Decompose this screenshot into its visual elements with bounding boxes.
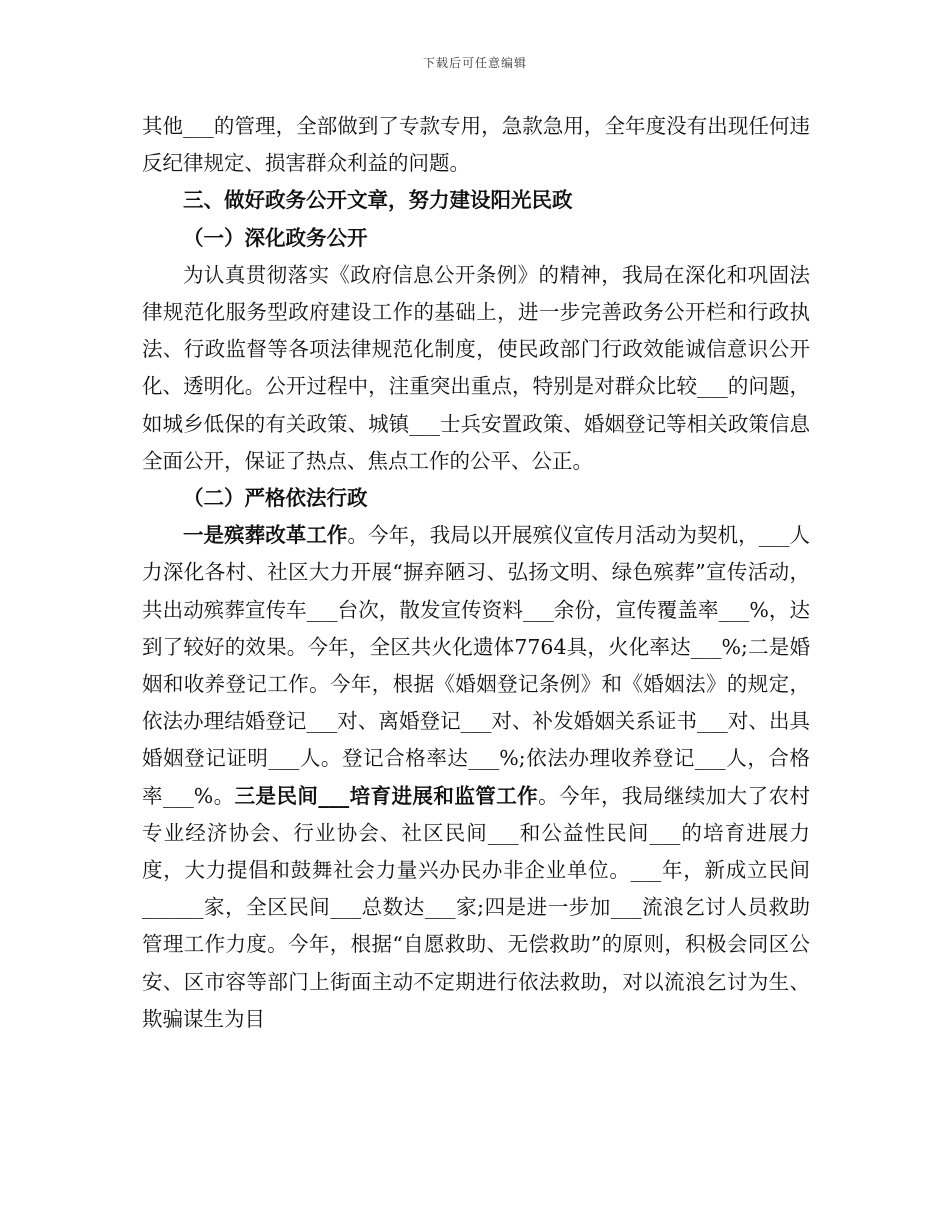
paragraph-continuation: 其他___的管理，全部做到了专款专用，急款急用，全年度没有出现任何违反纪律规定、损害群众利益的问题。 xyxy=(142,114,810,176)
page-header: 下载后可任意编辑 xyxy=(422,56,527,70)
paragraph-administration xyxy=(142,517,810,1038)
paragraph-text-part-b: 。今年，我局继续加大了农村专业经济协会、行业协会、社区民间___和公益性民间___的培育进展力度，大力提倡和鼓舞社会力量兴办民办非企业单位。___年，新成立民间______家，全区民间___总数达___家;四是进一步加___流浪乞讨人员救助管理工作力度。今年，根据“自愿救助、无偿救助”的原则，积极会同区公安、区市容等部门上街面主动不定期进行依法救助，对以流浪乞讨为生、欺骗谋生为目 xyxy=(142,783,811,1031)
lead-phrase-funeral-reform: 一是殡葬改革工作 xyxy=(183,523,348,548)
lead-phrase-civil-organizations: 三是民间___培育进展和监管工作 xyxy=(234,783,539,808)
paragraph-disclosure: 为认真贯彻落实《政府信息公开条例》的精神，我局在深化和巩固法律规范化服务型政府建设工作的基础上，进一步完善政务公开栏和行政执法、行政监督等各项法律规范化制度，使民政部门行政效能诚信意识公开化、透明化。公开过程中，注重突出重点，特别是对群众比较___的问题，如城乡低保的有关政策、城镇___士兵安置政策、婚姻登记等相关政策信息全面公开，保证了热点、焦点工作的公平、公正。 xyxy=(142,262,810,473)
subsection-heading-1: （一）深化政务公开 xyxy=(183,225,368,250)
document-body xyxy=(142,108,810,1038)
paragraph-text-part-a: 。今年，我局以开展殡仪宣传月活动为契机，___人力深化各村、社区大力开展“摒弃陋习、弘扬文明、绿色殡葬”宣传活动，共出动殡葬宣传车___台次，散发宣传资料___余份，宣传覆盖率___%，达到了较好的效果。今年，全区共火化遗体7764具，火化率达___%;二是婚姻和收养登记工作。今年，根据《婚姻登记条例》和《婚姻法》的规定，依法办理结婚登记___对、离婚登记___对、补发婚姻关系证书___对、出具婚姻登记证明___人。登记合格率达___%;依法办理收养登记___人，合格率___%。 xyxy=(142,523,811,808)
subsection-heading-2: （二）严格依法行政 xyxy=(183,486,368,511)
section-heading-3: 三、做好政务公开文章，努力建设阳光民政 xyxy=(183,188,573,213)
